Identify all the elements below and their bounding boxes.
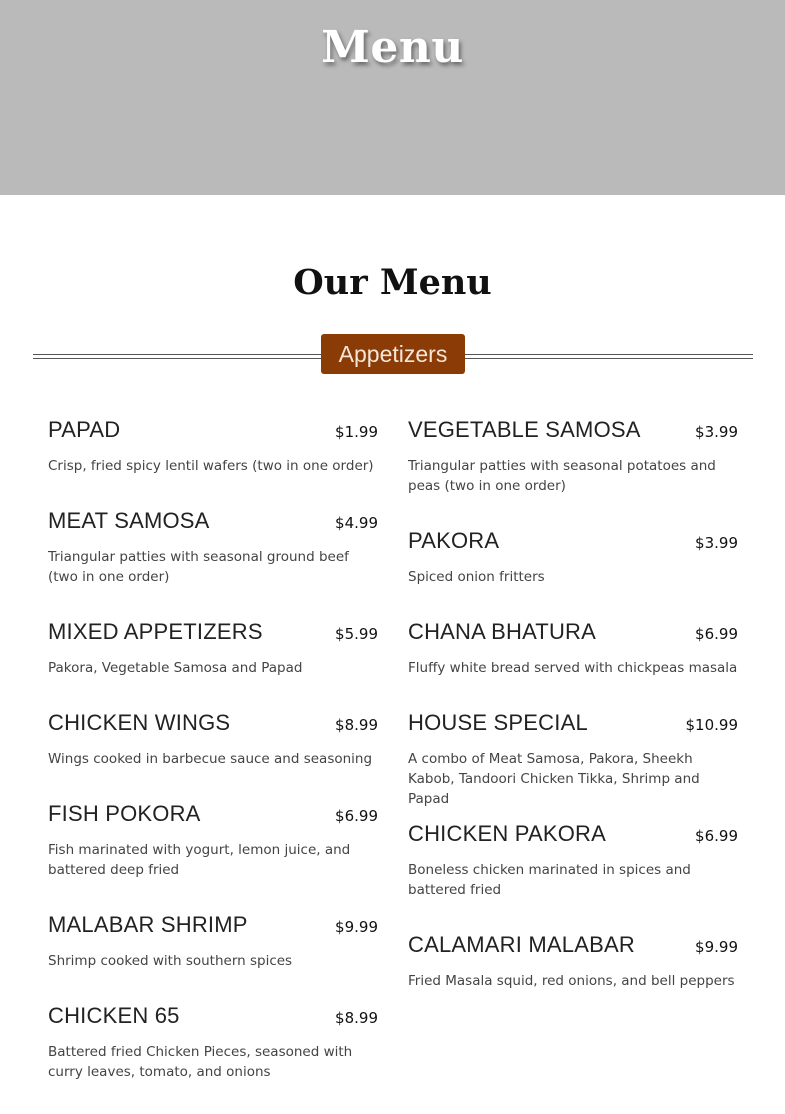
menu-item-name: CHANA BHATURA [408, 619, 596, 644]
menu-item [48, 801, 378, 912]
menu-item-price: $9.99 [335, 918, 378, 936]
page-title: Menu [321, 22, 464, 73]
menu-item [48, 1003, 378, 1114]
category-badge-appetizers: Appetizers [321, 334, 465, 374]
menu-item-name: CALAMARI MALABAR [408, 932, 635, 957]
menu-item-price: $8.99 [335, 716, 378, 734]
menu-item [408, 528, 738, 619]
menu-item [408, 932, 738, 1023]
menu-item [408, 710, 738, 821]
menu-item-price: $10.99 [685, 716, 738, 734]
menu-item-name: MALABAR SHRIMP [48, 912, 248, 937]
menu-item-price: $5.99 [335, 625, 378, 643]
menu-item-name: VEGETABLE SAMOSA [408, 417, 641, 442]
menu-item-name: CHICKEN PAKORA [408, 821, 606, 846]
menu-item-description: Battered fried Chicken Pieces, seasoned with curry leaves, tomato, and onions [48, 1044, 353, 1080]
menu-item-price: $3.99 [695, 423, 738, 441]
menu-item [48, 912, 378, 1003]
menu-item-price: $1.99 [335, 423, 378, 441]
menu-item-price: $4.99 [335, 514, 378, 532]
menu-item-description: Pakora, Vegetable Samosa and Papad [48, 660, 303, 676]
menu-item [408, 417, 738, 528]
menu-item [48, 508, 378, 619]
menu-item [408, 821, 738, 932]
menu-column-right [408, 417, 738, 1023]
menu-item-name: HOUSE SPECIAL [408, 710, 588, 735]
section-title: Our Menu [293, 262, 492, 303]
menu-item-description: Triangular patties with seasonal potatoes and peas (two in one order) [408, 458, 716, 494]
menu-item-description: Triangular patties with seasonal ground beef (two in one order) [48, 549, 349, 585]
menu-item-price: $3.99 [695, 534, 738, 552]
menu-item-description: Spiced onion fritters [408, 569, 545, 585]
menu-item [408, 619, 738, 710]
menu-item-name: PAKORA [408, 528, 500, 553]
menu-item-description: A combo of Meat Samosa, Pakora, Sheekh Kabob, Tandoori Chicken Tikka, Shrimp and Papad [408, 751, 700, 807]
menu-item-price: $9.99 [695, 938, 738, 956]
menu-item-price: $6.99 [335, 807, 378, 825]
menu-item [48, 619, 378, 710]
menu-item-description: Shrimp cooked with southern spices [48, 953, 293, 969]
menu-item-name: CHICKEN 65 [48, 1003, 180, 1028]
menu-item-name: FISH POKORA [48, 801, 201, 826]
menu-item [48, 417, 378, 508]
menu-item-name: PAPAD [48, 417, 121, 442]
menu-item-price: $8.99 [335, 1009, 378, 1027]
menu-item-description: Fluffy white bread served with chickpeas masala [408, 660, 738, 676]
menu-column-left [48, 417, 378, 1114]
menu-item-price: $6.99 [695, 625, 738, 643]
menu-item-name: MIXED APPETIZERS [48, 619, 263, 644]
hero-banner [0, 0, 785, 195]
menu-item-description: Boneless chicken marinated in spices and battered fried [408, 862, 691, 898]
menu-item-name: CHICKEN WINGS [48, 710, 231, 735]
menu-item-description: Fried Masala squid, red onions, and bell peppers [408, 973, 735, 989]
menu-item-name: MEAT SAMOSA [48, 508, 210, 533]
menu-item-price: $6.99 [695, 827, 738, 845]
menu-item [48, 710, 378, 801]
menu-item-description: Fish marinated with yogurt, lemon juice, and battered deep fried [48, 842, 351, 878]
menu-item-description: Wings cooked in barbecue sauce and seasoning [48, 751, 373, 767]
menu-item-description: Crisp, fried spicy lentil wafers (two in one order) [48, 458, 374, 474]
